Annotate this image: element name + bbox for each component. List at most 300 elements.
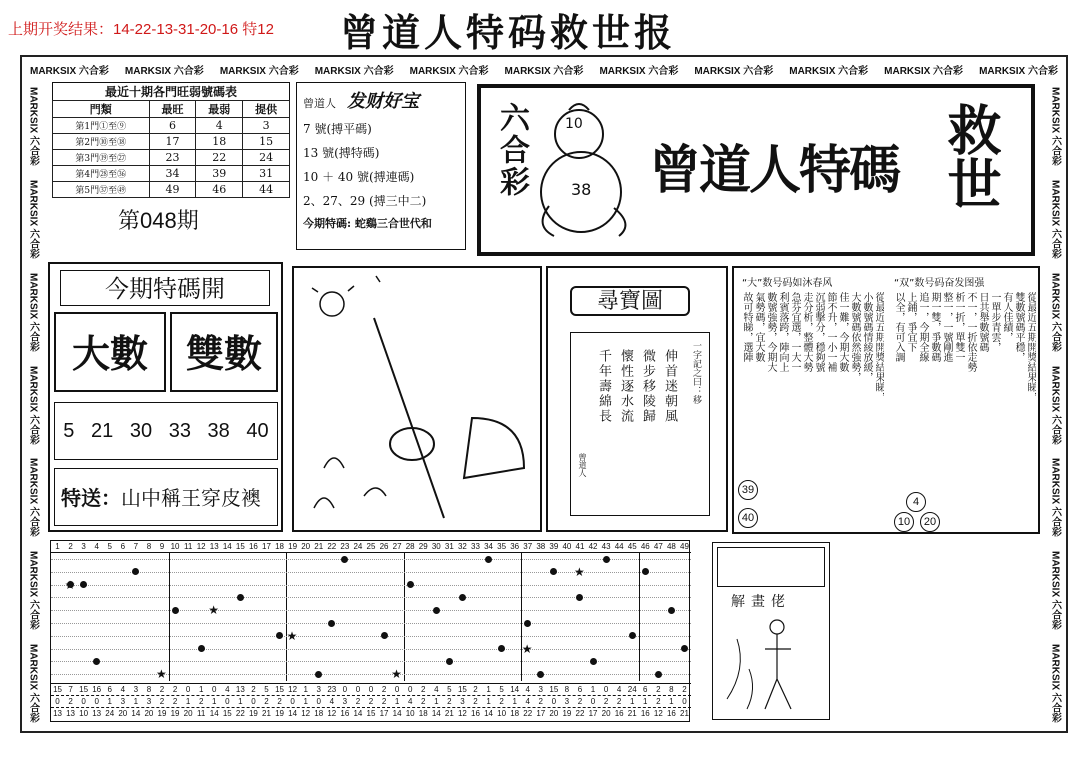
number-ball: 39	[738, 480, 758, 500]
stats-cell: 0	[94, 697, 99, 706]
stats-cell: 20	[118, 709, 128, 718]
stats-cell: 15	[53, 685, 62, 694]
stats-cell: 1	[107, 697, 112, 706]
stats-cell: 1	[198, 685, 204, 694]
figure-illustration-icon	[717, 609, 825, 717]
article-col: 走分析，整體大勢	[801, 292, 812, 372]
stats-cell: 0	[551, 697, 557, 706]
tips-box	[296, 82, 466, 250]
stats-cell: 0	[185, 685, 191, 694]
stats-cell: 2	[264, 697, 269, 706]
stats-cell: 1	[133, 697, 139, 706]
stats-cell: 18	[510, 709, 520, 718]
cell-min: 39	[196, 166, 243, 182]
grid-row-line	[51, 649, 691, 650]
grid-row-line	[51, 623, 691, 624]
stats-cell: 3	[133, 685, 139, 694]
stats-number-label: 9	[159, 542, 165, 551]
article-col: 沉弱擊分，穩夠號	[813, 292, 824, 372]
stats-cell: 13	[235, 685, 245, 694]
tip-line: 13 號(搏特碼)	[303, 146, 380, 160]
stats-cell: 6	[643, 685, 648, 694]
stats-cell: 14	[353, 709, 363, 718]
treasure-sign: 曾道人	[578, 453, 587, 477]
cell-max: 49	[149, 182, 196, 198]
watermark: MARKSIX 六合彩	[27, 365, 39, 445]
stats-number-label: 5	[107, 542, 112, 551]
table-row	[53, 182, 290, 198]
watermark: MARKSIX 六合彩	[1049, 458, 1061, 538]
stats-cell: 2	[473, 697, 478, 706]
stats-cell: 2	[381, 697, 387, 706]
cell-max: 23	[149, 150, 196, 166]
watermark: MARKSIX 六合彩	[409, 65, 489, 77]
star-icon: ★	[391, 667, 402, 682]
number-ball: 40	[738, 508, 758, 528]
watermark: MARKSIX 六合彩	[884, 65, 964, 77]
hit-dot	[668, 607, 675, 614]
stats-cell: 16	[92, 685, 102, 694]
logo-jiushi: 救世	[939, 102, 1003, 210]
watermark-strip-left	[22, 80, 44, 730]
stats-number-header	[51, 541, 691, 553]
stats-cell: 3	[316, 685, 321, 694]
stats-cell: 16	[666, 709, 676, 718]
stats-cell: 4	[434, 685, 439, 694]
stats-number-label: 29	[418, 542, 428, 551]
watermark: MARKSIX 六合彩	[314, 65, 394, 77]
book-icon	[717, 547, 825, 587]
stats-row-3	[51, 707, 691, 719]
cell-min: 4	[196, 118, 243, 134]
number-ball: 21	[91, 419, 114, 442]
stats-cell: 1	[629, 697, 635, 706]
stats-cell: 2	[251, 685, 256, 694]
cell-max: 6	[149, 118, 196, 134]
stats-cell: 4	[120, 685, 126, 694]
stats-cell: 0	[355, 685, 361, 694]
star-icon: ★	[521, 641, 533, 656]
stats-row-1	[51, 683, 691, 695]
watermark: MARKSIX 六合彩	[30, 65, 109, 77]
stats-cell: 4	[525, 697, 530, 706]
cell-max: 34	[149, 166, 196, 182]
stats-number-label: 14	[222, 542, 232, 551]
hit-dot	[590, 658, 597, 665]
star-icon: ★	[573, 564, 585, 579]
stats-number-label: 49	[680, 542, 689, 551]
stats-number-label: 40	[562, 542, 572, 551]
stats-cell: 2	[68, 697, 73, 706]
grid-row-line	[51, 597, 691, 598]
number-ball: 4	[906, 492, 926, 512]
watermark: MARKSIX 六合彩	[27, 551, 39, 631]
stats-cell: 12	[301, 709, 311, 718]
watermark: MARKSIX 六合彩	[27, 179, 39, 259]
stats-cell: 15	[457, 685, 467, 694]
stats-cell: 2	[277, 697, 282, 706]
stats-cell: 10	[405, 709, 415, 718]
cell-min: 46	[196, 182, 243, 198]
stats-cell: 6	[107, 685, 112, 694]
stats-cell: 22	[575, 709, 585, 718]
row-label: 第3門⑲至㉗	[53, 150, 150, 166]
stats-cell: 0	[682, 697, 687, 706]
logo-box	[477, 84, 1035, 256]
hit-dot	[629, 632, 636, 639]
stats-cell: 19	[275, 709, 284, 718]
stats-cell: 16	[614, 709, 624, 718]
stats-number-label: 47	[653, 542, 663, 551]
table-header: 門類	[53, 101, 150, 118]
number-ball: 38	[207, 419, 230, 442]
stats-number-label: 31	[444, 542, 454, 551]
hit-dot	[485, 556, 492, 563]
stats-cell: 1	[643, 697, 648, 706]
stats-cell: 13	[66, 709, 76, 718]
grid-row-line	[51, 559, 691, 560]
stats-cell: 12	[288, 685, 298, 694]
stats-cell: 1	[185, 697, 191, 706]
stats-cell: 16	[340, 709, 350, 718]
stats-cell: 0	[590, 697, 596, 706]
stats-number-label: 37	[523, 542, 533, 551]
stats-cell: 2	[159, 697, 165, 706]
stats-grid	[50, 540, 690, 722]
stats-cell: 3	[120, 697, 126, 706]
stats-cell: 2	[447, 697, 452, 706]
strength-table-box	[52, 82, 290, 198]
stats-number-label: 19	[288, 542, 298, 551]
stats-number-label: 6	[120, 542, 126, 551]
article-col: 從最近五期開獎結果睇，	[1025, 292, 1036, 402]
stats-cell: 0	[368, 685, 374, 694]
stats-number-label: 26	[379, 542, 389, 551]
article-col: 氣勢碼，宜大數	[753, 292, 764, 362]
stats-cell: 10	[79, 709, 89, 718]
stats-cell: 2	[172, 697, 178, 706]
riddle-illustration-box	[712, 542, 830, 720]
treasure-box	[546, 266, 728, 532]
stats-number-label: 1	[55, 542, 60, 551]
watermark: MARKSIX 六合彩	[27, 272, 39, 352]
stats-cell: 0	[212, 685, 217, 694]
stats-number-label: 10	[170, 542, 180, 551]
table-row	[53, 134, 290, 150]
star-icon: ★	[208, 603, 220, 618]
article-col: 佳一難，今期大數	[837, 292, 848, 372]
poem-col: 懷性逐水流	[618, 349, 633, 424]
stats-cell: 14	[131, 709, 141, 718]
watermark-strip-top	[22, 58, 1066, 80]
table-row	[53, 166, 290, 182]
open-numbers	[54, 402, 278, 460]
stats-cell: 13	[92, 709, 102, 718]
logo-side-text: 六合彩	[494, 102, 529, 198]
hit-dot	[315, 671, 322, 678]
article-col: 節不升，一小一補	[825, 292, 836, 372]
stats-number-label: 8	[146, 542, 152, 551]
article-col: 日共舉數號碼	[977, 292, 988, 352]
stats-cell: 1	[212, 697, 217, 706]
row-label: 第4門㉘至㊱	[53, 166, 150, 182]
treasure-title: 尋寶圖	[570, 286, 690, 316]
poem-col: 微步移陵歸	[640, 349, 655, 424]
hit-dot	[407, 581, 414, 588]
stats-cell: 21	[680, 709, 689, 718]
stats-cell: 2	[198, 697, 204, 706]
tortoise-illustration-icon	[294, 268, 540, 530]
cell-give: 31	[243, 166, 290, 182]
article-right-title: “双”数号码奋发图强	[894, 278, 985, 289]
stats-number-label: 39	[549, 542, 559, 551]
stats-cell: 22	[235, 709, 245, 718]
illustration-box	[292, 266, 542, 532]
stats-cell: 12	[327, 709, 337, 718]
tips-header-small: 曾道人	[303, 97, 336, 110]
stats-cell: 3	[564, 697, 570, 706]
stats-cell: 2	[172, 685, 178, 694]
stats-number-label: 25	[366, 542, 376, 551]
stats-cell: 4	[407, 697, 413, 706]
stats-cell: 5	[499, 685, 504, 694]
hit-dot	[172, 607, 179, 614]
article-col: 雙數號碼平穩，	[1013, 292, 1024, 362]
stats-number-label: 32	[457, 542, 467, 551]
stats-number-label: 20	[301, 542, 311, 551]
cell-give: 3	[243, 118, 290, 134]
table-header: 最弱	[196, 101, 243, 118]
stats-number-label: 17	[262, 542, 271, 551]
stats-cell: 3	[146, 697, 152, 706]
grid-row-line	[51, 585, 691, 586]
star-icon: ★	[286, 628, 298, 643]
stats-number-label: 43	[601, 542, 611, 551]
hit-dot	[537, 671, 544, 678]
stats-cell: 20	[601, 709, 611, 718]
stats-cell: 14	[484, 709, 493, 718]
stats-cell: 2	[368, 697, 374, 706]
gourd-icon	[529, 96, 639, 246]
watermark: MARKSIX 六合彩	[124, 65, 204, 77]
article-col: 上鋪，爭宜下	[905, 292, 916, 352]
stats-cell: 15	[222, 709, 232, 718]
hit-dot	[80, 581, 87, 588]
stats-cell: 4	[225, 685, 230, 694]
cell-give: 15	[243, 134, 290, 150]
grid-row-line	[51, 674, 691, 675]
article-col: 有人佳績，	[1001, 292, 1012, 342]
hit-dot	[446, 658, 453, 665]
article-col: 大數號碼依然強勢，	[849, 292, 860, 382]
hit-dot	[276, 632, 283, 639]
poem-col: 千年壽綿長	[596, 349, 611, 424]
open-double: 雙數	[170, 312, 278, 392]
row-label: 第5門㊲至㊾	[53, 182, 150, 198]
stats-plot	[51, 553, 691, 681]
stats-cell: 2	[616, 697, 622, 706]
stats-cell: 7	[68, 685, 73, 694]
stats-cell: 20	[549, 709, 559, 718]
stats-number-label: 13	[209, 542, 219, 551]
stats-cell: 0	[394, 685, 400, 694]
stats-cell: 1	[394, 697, 400, 706]
open-title: 今期特碼開	[60, 270, 270, 306]
strength-table	[52, 100, 290, 198]
article-col: 故可特睇，選陣	[741, 292, 752, 362]
number-ball: 20	[920, 512, 940, 532]
stats-cell: 14	[431, 709, 441, 718]
logo-title: 曾道人特碼	[649, 140, 900, 201]
cell-min: 22	[196, 150, 243, 166]
stats-cell: 19	[157, 709, 167, 718]
star-icon: ★	[64, 577, 76, 592]
table-header: 最旺	[149, 101, 196, 118]
stats-cell: 19	[170, 709, 180, 718]
stats-number-label: 27	[392, 542, 402, 551]
row-label: 第1門①至⑨	[53, 118, 150, 134]
stats-cell: 24	[105, 709, 115, 718]
article-col: 數號強勢，今期大	[765, 292, 776, 372]
stats-cell: 17	[588, 709, 598, 718]
watermark: MARKSIX 六合彩	[27, 86, 39, 166]
treasure-header: 一字記之曰：移	[691, 341, 701, 404]
cell-give: 24	[243, 150, 290, 166]
hit-dot	[328, 620, 335, 627]
stats-cell: 1	[486, 685, 491, 694]
hit-dot	[459, 594, 466, 601]
stats-cell: 5	[447, 685, 452, 694]
article-col: 小數號碼情綾放緩，	[861, 292, 872, 382]
stats-number-label: 28	[405, 542, 415, 551]
stats-cell: 16	[471, 709, 480, 718]
strength-table-title: 最近十期各門旺弱號碼表	[52, 82, 290, 100]
hit-dot	[198, 645, 205, 652]
hit-dot	[93, 658, 100, 665]
stats-cell: 2	[656, 697, 661, 706]
stats-cell: 0	[225, 697, 230, 706]
article-col: 一單步青雲，	[989, 292, 1000, 352]
stats-cell: 3	[538, 685, 543, 694]
hit-dot	[576, 594, 583, 601]
riddle-title: 解畫佬	[731, 594, 791, 610]
hit-dot	[603, 556, 610, 563]
stats-cell: 2	[499, 697, 504, 706]
watermark-strip-right	[1044, 80, 1066, 730]
stats-number-label: 7	[133, 542, 139, 551]
stats-cell: 2	[421, 697, 426, 706]
stats-cell: 15	[275, 685, 284, 694]
stats-cell: 22	[523, 709, 533, 718]
table-header-row	[53, 101, 290, 118]
stats-cell: 2	[159, 685, 165, 694]
stats-cell: 15	[79, 685, 89, 694]
article-col: 期一雙，爭數碼	[929, 292, 940, 362]
logo-ball-top: 10	[565, 116, 583, 132]
stats-cell: 4	[329, 697, 335, 706]
article-col: 不一，一折依走勢	[965, 292, 976, 372]
stats-cell: 0	[407, 685, 413, 694]
stats-cell: 14	[209, 709, 219, 718]
stats-cell: 8	[669, 685, 674, 694]
watermark: MARKSIX 六合彩	[27, 458, 39, 538]
stats-cell: 0	[290, 697, 295, 706]
hit-dot	[132, 568, 139, 575]
stats-row-2	[51, 695, 691, 707]
special-send	[54, 468, 278, 526]
hit-dot	[655, 671, 662, 678]
hit-dot	[433, 607, 440, 614]
watermark: MARKSIX 六合彩	[979, 65, 1058, 77]
grid-row-line	[51, 572, 691, 573]
open-box	[48, 262, 283, 532]
stats-cell: 2	[421, 685, 426, 694]
stats-cell: 1	[512, 697, 517, 706]
watermark: MARKSIX 六合彩	[789, 65, 869, 77]
stats-cell: 6	[577, 685, 583, 694]
article-left-title: “大”数号码如沐春风	[742, 278, 833, 289]
article-col: 急芬宜選，一大一	[789, 292, 800, 372]
stats-number-label: 35	[497, 542, 507, 551]
stats-number-label: 44	[614, 542, 624, 551]
stats-cell: 1	[303, 697, 308, 706]
watermark: MARKSIX 六合彩	[1049, 644, 1061, 723]
hit-dot	[237, 594, 244, 601]
number-ball: 33	[168, 419, 191, 442]
stats-cell: 19	[248, 709, 258, 718]
stats-cell: 11	[197, 709, 206, 718]
stats-cell: 8	[564, 685, 570, 694]
stats-cell: 12	[457, 709, 467, 718]
cell-min: 18	[196, 134, 243, 150]
treasure-scroll	[570, 332, 710, 516]
article-col: 以全，有可入調	[893, 292, 904, 362]
watermark: MARKSIX 六合彩	[694, 65, 774, 77]
article-col: 從最近五期開獎結果睇，	[873, 292, 884, 402]
logo-ball-mid: 38	[571, 180, 592, 199]
hit-dot	[341, 556, 348, 563]
hit-dot	[550, 568, 557, 575]
stats-cell: 18	[314, 709, 324, 718]
stats-number-label: 34	[484, 542, 493, 551]
stats-cell: 5	[264, 685, 269, 694]
stats-cell: 14	[510, 685, 520, 694]
stats-cell: 0	[342, 685, 348, 694]
stats-cell: 24	[627, 685, 637, 694]
stats-number-label: 2	[68, 542, 73, 551]
stats-cell: 4	[616, 685, 622, 694]
table-row	[53, 118, 290, 134]
stats-cell: 14	[392, 709, 402, 718]
stats-cell: 17	[379, 709, 389, 718]
stats-cell: 10	[497, 709, 507, 718]
watermark: MARKSIX 六合彩	[599, 65, 679, 77]
grid-row-line	[51, 610, 691, 611]
watermark: MARKSIX 六合彩	[1049, 86, 1061, 166]
stats-cell: 2	[473, 685, 478, 694]
stats-cell: 2	[603, 697, 609, 706]
stats-cell: 13	[53, 709, 62, 718]
stats-cell: 15	[549, 685, 559, 694]
stats-number-label: 15	[235, 542, 245, 551]
stats-cell: 2	[577, 697, 583, 706]
stats-number-label: 23	[340, 542, 350, 551]
number-ball: 5	[63, 419, 75, 442]
watermark: MARKSIX 六合彩	[1049, 179, 1061, 259]
hit-dot	[524, 620, 531, 627]
stats-cell: 20	[183, 709, 193, 718]
number-ball: 10	[894, 512, 914, 532]
